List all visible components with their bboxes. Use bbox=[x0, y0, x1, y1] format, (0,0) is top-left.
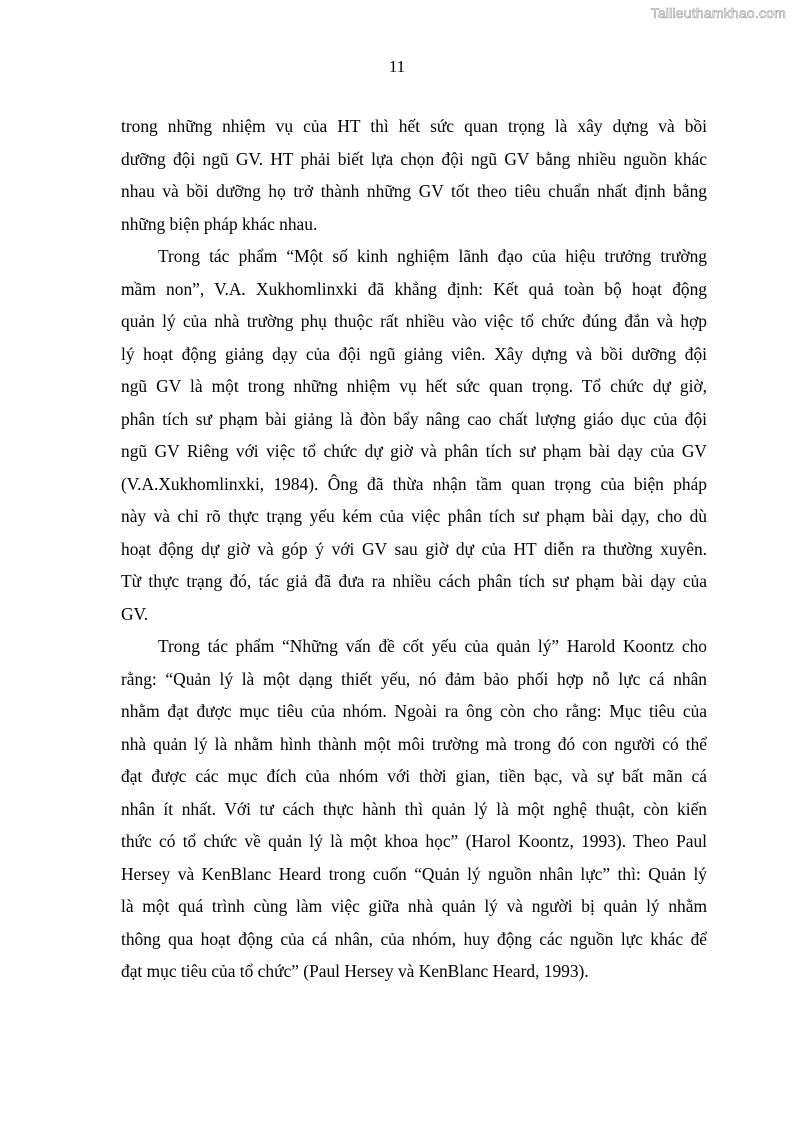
text-line: nhằm đạt được mục tiêu của nhóm. Ngoài ra ông còn cho rằng: Mục tiêu của bbox=[121, 701, 707, 721]
text-line: nhà quản lý là nhằm hình thành một môi trường mà trong đó con người có thể bbox=[121, 733, 707, 754]
text-line: là một quá trình cùng làm việc giữa nhà quản lý và người bị quản lý nhằm bbox=[121, 896, 707, 916]
text-line: hoạt động dự giờ và góp ý với GV sau giờ dự của HT diễn ra thường xuyên. bbox=[121, 538, 707, 559]
text-line: thông qua hoạt động của cá nhân, của nhóm, huy động các nguồn lực khác để bbox=[121, 928, 707, 949]
watermark: Tailieuthamkhao.com bbox=[650, 5, 786, 21]
paragraph bbox=[121, 110, 707, 240]
text-line: Trong tác phẩm “Một số kinh nghiệm lãnh đạo của hiệu trưởng trường bbox=[158, 246, 707, 266]
text-line: dưỡng đội ngũ GV. HT phải biết lựa chọn đội ngũ GV bằng nhiều nguồn khác bbox=[121, 148, 707, 169]
paragraph bbox=[121, 240, 707, 630]
text-line: này và chỉ rõ thực trạng yếu kém của việc phân tích sư phạm bài dạy, cho dù bbox=[121, 506, 707, 526]
body-text bbox=[121, 110, 707, 988]
text-line: mầm non”, V.A. Xukhomlinxki đã khẳng định: Kết quả toàn bộ hoạt động bbox=[121, 278, 707, 299]
text-line: ngũ GV Riêng với việc tổ chức dự giờ và phân tích sư phạm bài dạy của GV bbox=[121, 441, 707, 461]
text-line: Hersey và KenBlanc Heard trong cuốn “Quản lý nguồn nhân lực” thì: Quản lý bbox=[121, 863, 707, 884]
text-line: đạt mục tiêu của tổ chức” (Paul Hersey và KenBlanc Heard, 1993). bbox=[121, 961, 589, 981]
text-line: đạt được các mục đích của nhóm với thời gian, tiền bạc, và sự bất mãn cá bbox=[121, 766, 707, 786]
text-line: (V.A.Xukhomlinxki, 1984). Ông đã thừa nhận tầm quan trọng của biện pháp bbox=[121, 473, 707, 494]
text-line: Trong tác phẩm “Những vấn đề cốt yếu của quản lý” Harold Koontz cho bbox=[158, 636, 707, 656]
text-line: ngũ GV là một trong những nhiệm vụ hết sức quan trọng. Tổ chức dự giờ, bbox=[121, 376, 707, 396]
text-line: GV. bbox=[121, 603, 149, 624]
page-number: 11 bbox=[388, 57, 406, 76]
text-line: nhau và bồi dưỡng họ trở thành những GV tốt theo tiêu chuẩn nhất định bằng bbox=[121, 181, 707, 201]
text-line: nhân ít nhất. Với tư cách thực hành thì quản lý là một nghệ thuật, còn kiến bbox=[121, 798, 707, 819]
text-line: rằng: “Quản lý là một dạng thiết yếu, nó đảm bảo phối hợp nỗ lực cá nhân bbox=[121, 668, 707, 689]
text-line: thức có tổ chức về quản lý là một khoa học” (Harol Koontz, 1993). Theo Paul bbox=[121, 831, 707, 851]
paragraph bbox=[121, 630, 707, 988]
text-line: những biện pháp khác nhau. bbox=[121, 213, 318, 234]
text-line: trong những nhiệm vụ của HT thì hết sức quan trọng là xây dựng và bồi bbox=[121, 116, 707, 136]
text-line: lý hoạt động giảng dạy của đội ngũ giảng viên. Xây dựng và bồi dưỡng đội bbox=[121, 343, 707, 364]
text-line: Từ thực trạng đó, tác giả đã đưa ra nhiều cách phân tích sư phạm bài dạy của bbox=[121, 571, 707, 591]
text-line: quản lý của nhà trường phụ thuộc rất nhiều vào việc tổ chức đúng đắn và hợp bbox=[121, 311, 707, 331]
text-line: phân tích sư phạm bài giảng là đòn bẩy nâng cao chất lượng giáo dục của đội bbox=[121, 408, 707, 429]
